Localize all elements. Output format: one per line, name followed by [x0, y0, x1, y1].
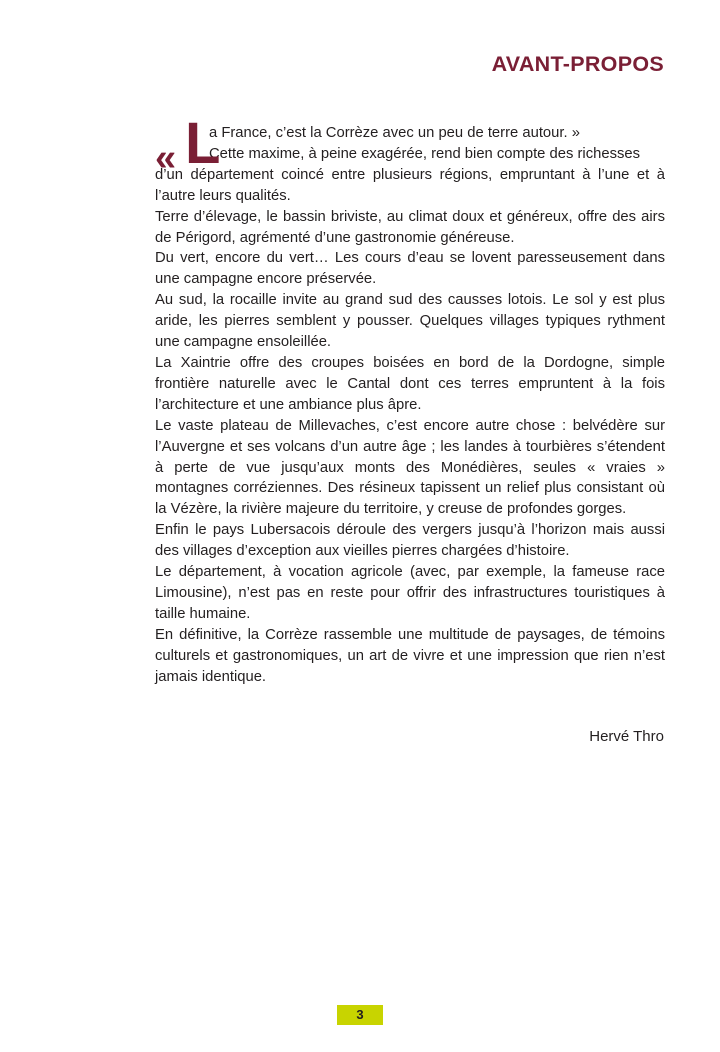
open-quote-mark: « — [155, 137, 177, 179]
paragraph: Le vaste plateau de Millevaches, c’est encore autre chose : belvédère sur l’Auvergne et ses volcans d’un autre âge ; les landes à tourbières s’étendent à perte de vue jusqu’aux monts des Monédières, seules « vraies » montagnes corréziennes. Des résineux tapissent un relief plus consistant où la Vézère, la rivière majeure du territoire, y creuse de profondes gorges. — [155, 417, 665, 518]
body-text — [155, 111, 665, 687]
paragraph: Terre d’élevage, le bassin briviste, au climat doux et généreux, offre des airs de Périgord, agrémenté d’une gastronomie généreuse. — [155, 208, 665, 246]
intro-block — [155, 111, 665, 179]
paragraph: En définitive, la Corrèze rassemble une multitude de paysages, de témoins culturels et gastronomiques, un art de vivre et une impression que rien n’est jamais identique. — [155, 626, 665, 685]
drop-cap: L — [185, 111, 221, 176]
paragraph: d’un département coincé entre plusieurs régions, empruntant à l’une et à l’autre leurs qualités. — [155, 166, 665, 204]
paragraph: Du vert, encore du vert… Les cours d’eau se lovent paresseusement dans une campagne encore préservée. — [155, 250, 665, 288]
paragraph: Enfin le pays Lubersacois déroule des vergers jusqu’à l’horizon mais aussi des villages d’exception aux vieilles pierres chargées d’histoire. — [155, 522, 665, 560]
author-signature: Hervé Thro — [589, 728, 664, 745]
page-number-badge: 3 — [337, 1005, 383, 1025]
intro-first-line: a France, c’est la Corrèze avec un peu de terre autour. » — [209, 125, 580, 141]
paragraph: Au sud, la rocaille invite au grand sud des causses lotois. Le sol y est plus aride, les pierres semblent y pousser. Quelques villages typiques rythment une campagne ensoleillée. — [155, 292, 665, 351]
page-title: AVANT-PROPOS — [491, 52, 664, 76]
intro-second-line: Cette maxime, à peine exagérée, rend bien compte des richesses — [209, 145, 640, 162]
paragraph: Le département, à vocation agricole (avec, par exemple, la fameuse race Limousine), n’est pas en reste pour offrir des infrastructures touristiques à taille humaine. — [155, 564, 665, 622]
paragraph: La Xaintrie offre des croupes boisées en bord de la Dordogne, simple frontière naturelle avec le Cantal dont ces terres empruntent à la fois l’architecture et une ambiance plus âpre. — [155, 354, 665, 413]
